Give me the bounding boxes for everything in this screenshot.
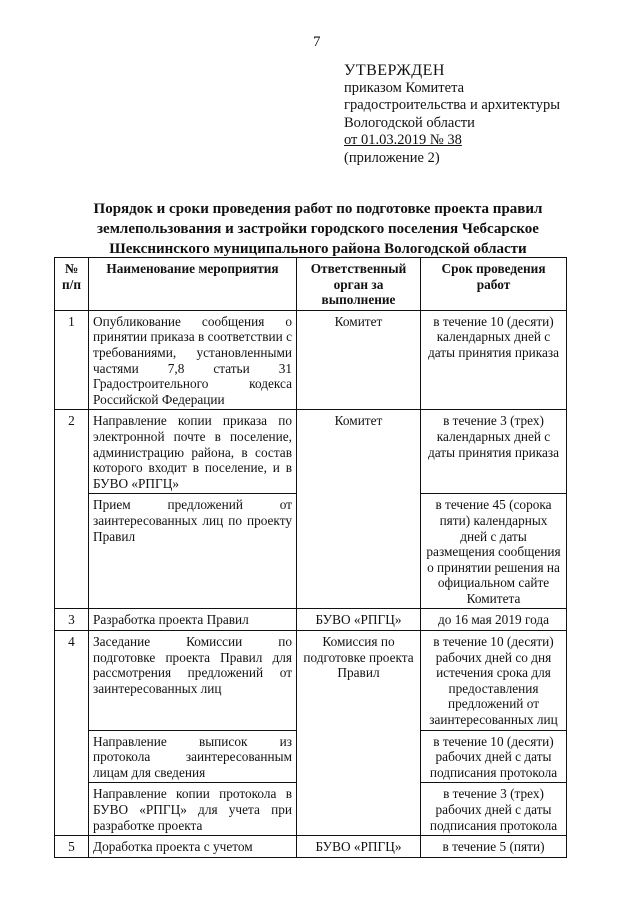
row-num: 3: [55, 609, 89, 631]
approval-line: приказом Комитета: [344, 79, 465, 96]
row-num: 1: [55, 310, 89, 410]
row-name: Доработка проекта с учетом: [89, 836, 297, 858]
table-row: [55, 631, 567, 731]
row-name: Разработка проекта Правил: [89, 609, 297, 631]
row-term: в течение 3 (трех) календарных дней с даты принятия приказа: [421, 410, 567, 494]
approval-date-number: от 01.03.2019 № 38: [344, 132, 462, 148]
table-row: [55, 836, 567, 858]
header-term: Срок проведения работ: [421, 258, 567, 311]
approval-stamp: [344, 62, 560, 167]
row-term: в течение 10 (десяти) рабочих дней со дня истечения срока для предоставления предложений от заинтересованных лиц: [421, 631, 567, 731]
approval-line: Вологодской области: [344, 114, 475, 131]
header-num: № п/п: [55, 258, 89, 311]
row-responsible: БУВО «РПГЦ»: [297, 609, 421, 631]
row-num: 5: [55, 836, 89, 858]
row-name: Опубликование сообщения о принятии приказа в соответствии с требованиями, установленными частями 7,8 статьи 31 Градостроительного кодекса Российской Федерации: [89, 310, 297, 410]
row-term: в течение 3 (трех) рабочих дней с даты подписания протокола: [421, 783, 567, 836]
page-number: 7: [313, 34, 321, 50]
row-responsible: Комитет: [297, 410, 421, 609]
header-responsible: Ответственный орган за выполнение: [297, 258, 421, 311]
row-name: Направление копии протокола в БУВО «РПГЦ» для учета при разработке проекта: [89, 783, 297, 836]
row-name: Заседание Комиссии по подготовке проекта Правил для рассмотрения предложений от заинтересованных лиц: [89, 631, 297, 731]
table-row: [55, 410, 567, 494]
approval-heading: УТВЕРЖДЕН: [344, 62, 445, 79]
row-term: в течение 10 (десяти) рабочих дней с даты подписания протокола: [421, 730, 567, 783]
row-name: Прием предложений от заинтересованных лиц по проекту Правил: [89, 494, 297, 609]
row-responsible: Комиссия по подготовке проекта Правил: [297, 631, 421, 836]
table-row: [55, 310, 567, 410]
row-responsible: Комитет: [297, 310, 421, 410]
row-term: в течение 10 (десяти) календарных дней с даты принятия приказа: [421, 310, 567, 410]
row-term: в течение 5 (пяти): [421, 836, 567, 858]
row-name: Направление выписок из протокола заинтересованным лицам для сведения: [89, 730, 297, 783]
row-num: 2: [55, 410, 89, 609]
header-name: Наименование мероприятия: [89, 258, 297, 311]
row-name: Направление копии приказа по электронной почте в поселение, администрацию района, в состав которого входит в поселение, и в БУВО «РПГЦ»: [89, 410, 297, 494]
approval-appendix: (приложение 2): [344, 149, 440, 166]
schedule-table: [54, 257, 567, 858]
row-term: в течение 45 (сорока пяти) календарных дней с даты размещения сообщения о принятии решения на официальном сайте Комитета: [421, 494, 567, 609]
row-responsible: БУВО «РПГЦ»: [297, 836, 421, 858]
row-num: 4: [55, 631, 89, 836]
table-header-row: [55, 258, 567, 311]
table-row: [55, 609, 567, 631]
approval-line: градостроительства и архитектуры: [344, 97, 561, 113]
row-term: до 16 мая 2019 года: [421, 609, 567, 631]
document-title: Порядок и сроки проведения работ по подготовке проекта правил землепользования и застройки городского поселения Чебсарское Шекснинского муниципального района Вологодской области: [93, 201, 543, 257]
